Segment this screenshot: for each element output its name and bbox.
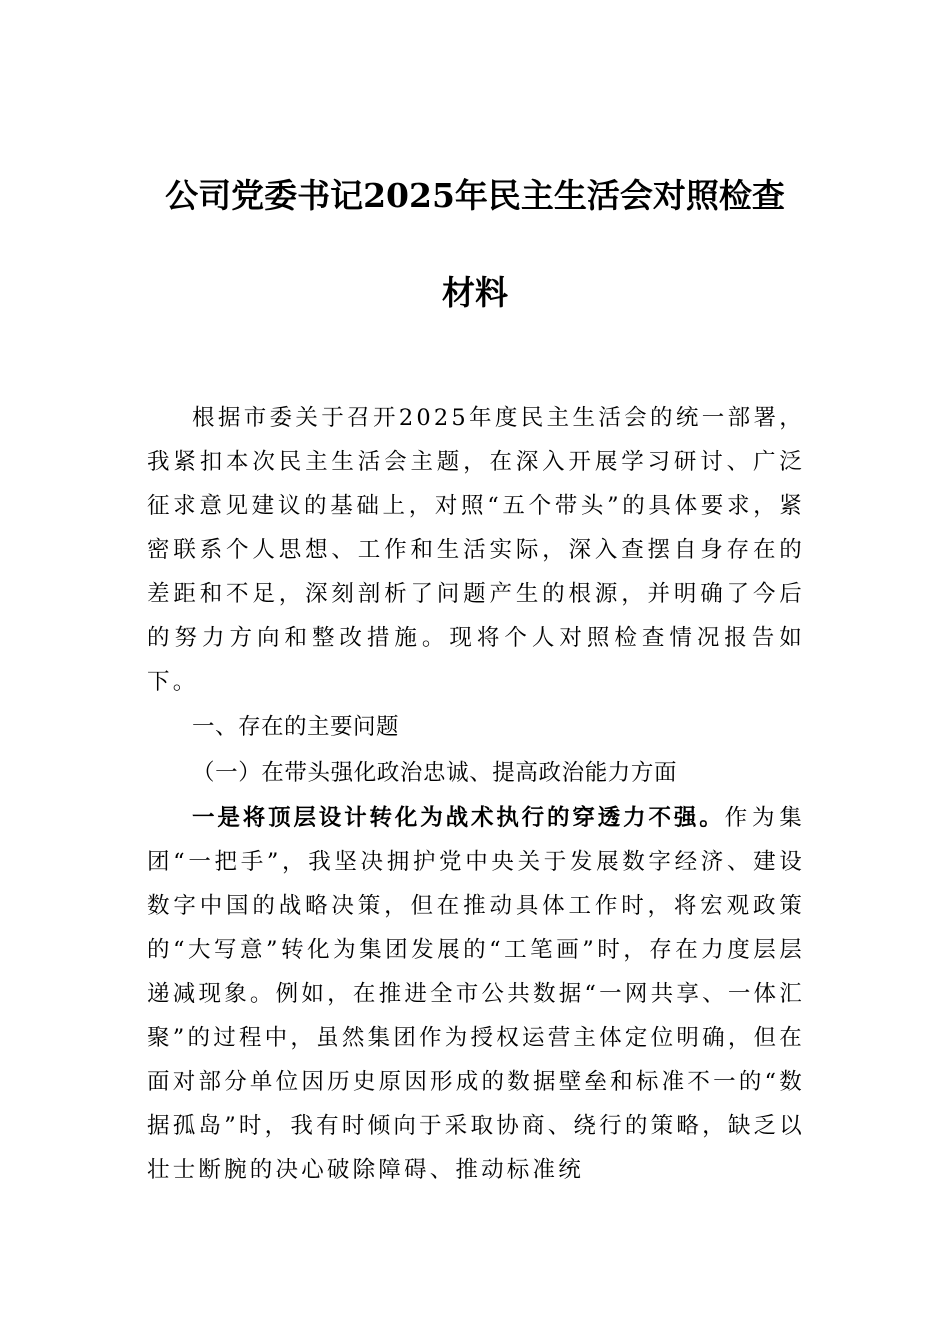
point-paragraph — [147, 796, 805, 1192]
document-title-line-2: 材料 — [442, 273, 508, 312]
section-heading: 一、存在的主要问题 — [192, 714, 400, 740]
point-text: 作为集团“一把手”，我坚决拥护党中央关于发展数字经济、建设数字中国的战略决策，但在推动具体工作时，将宏观政策的“大写意”转化为集团发展的“工笔画”时，存在力度层层递减现象。例如，在推进全市公共数据“一网共享、一体汇聚”的过程中，虽然集团作为授权运营主体定位明确，但在面对部分单位因历史原因形成的数据壁垒和标准不一的“数据孤岛”时，我有时倾向于采取协商、绕行的策略，缺乏以壮士断腕的决心破除障碍、推动标准统 — [147, 805, 805, 1183]
subsection-heading: （一）在带头强化政治忠诚、提高政治能力方面 — [192, 760, 678, 786]
intro-paragraph: 根据市委关于召开2025年度民主生活会的统一部署，我紧扣本次民主生活会主题，在深入开展学习研讨、广泛征求意见建议的基础上，对照“五个带头”的具体要求，紧密联系个人思想、工作和生活实际，深入查摆自身存在的差距和不足，深刻剖析了问题产生的根源，并明确了今后的努力方向和整改措施。现将个人对照检查情况报告如下。 — [147, 405, 805, 695]
point-lead: 一是将顶层设计转化为战术执行的穿透力不强。 — [192, 805, 725, 831]
document-body — [147, 396, 805, 1192]
document-title-line-1: 公司党委书记2025年民主生活会对照检查 — [165, 176, 785, 215]
